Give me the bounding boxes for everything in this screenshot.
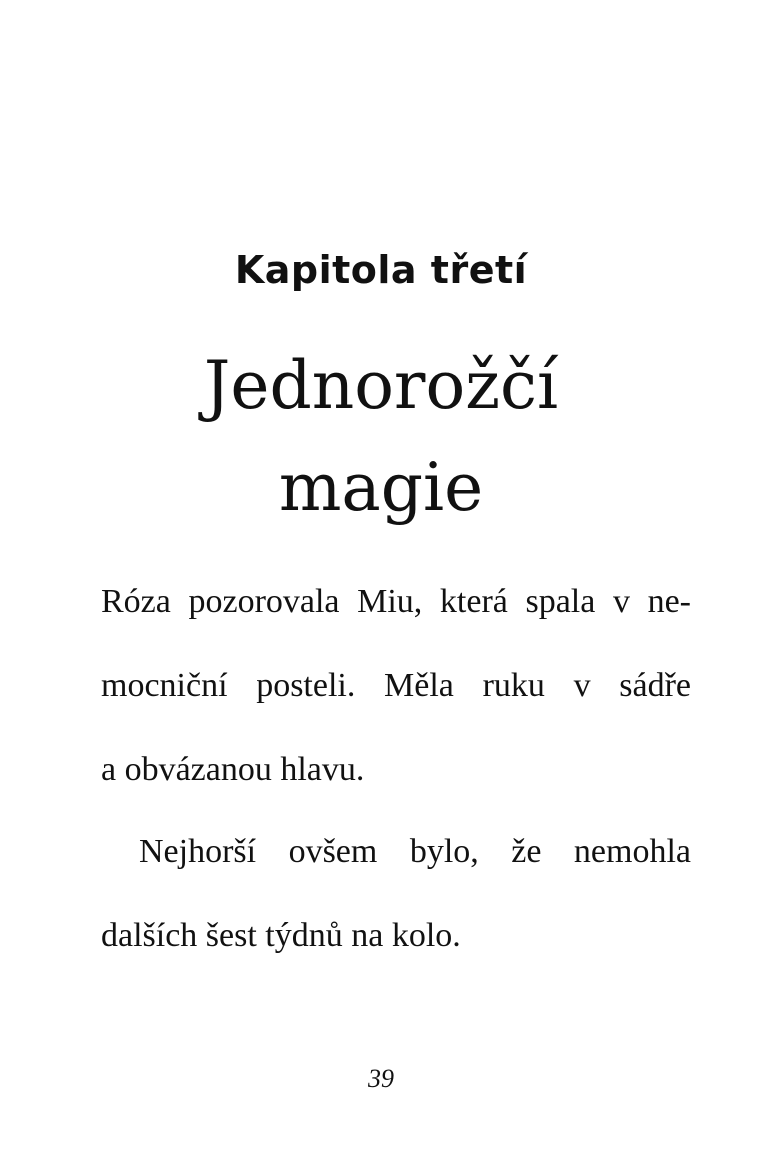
chapter-title-line: Jednorožčí xyxy=(203,347,559,424)
page-number: 39 xyxy=(368,1064,394,1093)
paragraph-line: Róza pozorovala Miu, která spala v ne- xyxy=(101,583,691,620)
chapter-title xyxy=(0,335,762,539)
paragraph-line: dalších šest týdnů na kolo. xyxy=(101,917,461,954)
paragraph-line: a obvázanou hlavu. xyxy=(101,751,365,788)
paragraph-line: Nejhorší ovšem bylo, že nemohla xyxy=(139,833,691,870)
paragraph-line: mocniční posteli. Měla ruku v sádře xyxy=(101,667,691,704)
chapter-label: Kapitola třetí xyxy=(234,248,528,292)
chapter-title-line: magie xyxy=(278,449,484,526)
